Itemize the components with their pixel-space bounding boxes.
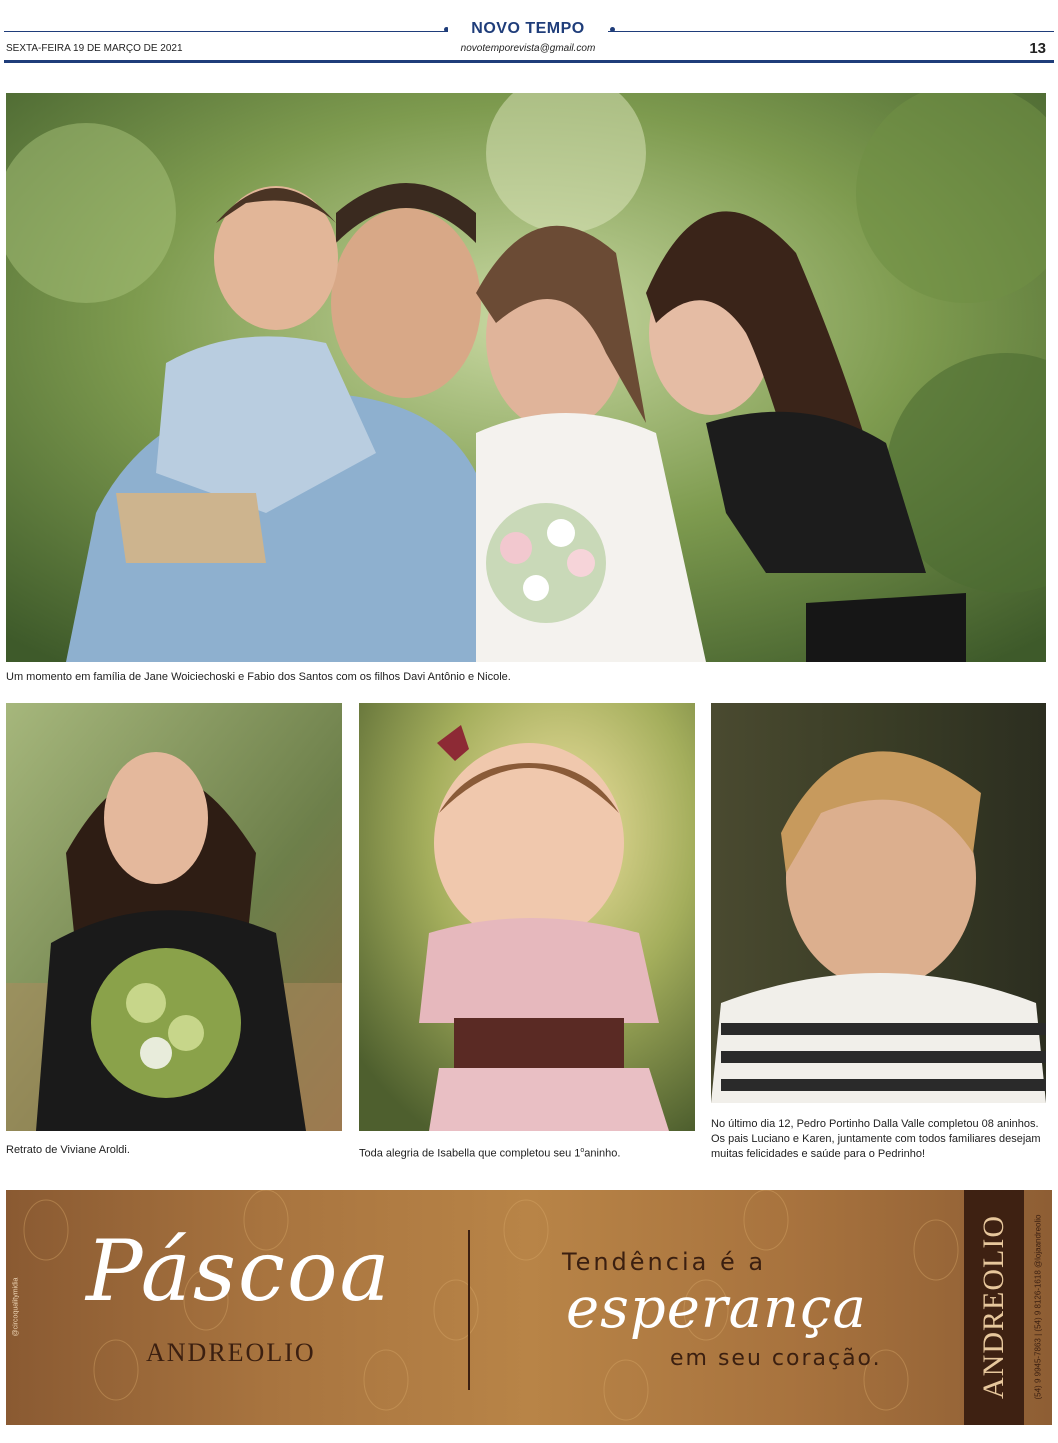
ad-tagline-top: Tendência é a: [562, 1248, 767, 1276]
pedro-photo: [711, 703, 1046, 1103]
ordinal-superscript: o: [580, 1147, 585, 1154]
pedro-photo-caption: No último dia 12, Pedro Portinho Dalla Valle completou 08 aninhos. Os pais Luciano e Karen, juntamente com todos familiares desejam muitas felicidades e saúde para o Pedrinho!: [711, 1118, 1041, 1160]
sidebar-brand: [964, 1190, 1024, 1425]
newspaper-title: NOVO TEMPO: [448, 20, 608, 38]
sidebar-brand-text: ANDREOLIO: [977, 1215, 1010, 1399]
page-number: 13: [1029, 40, 1046, 57]
ad-divider: [468, 1230, 470, 1390]
ad-tagline-script: esperança: [566, 1276, 867, 1341]
family-photo: [6, 93, 1046, 662]
andreolio-wordmark: ANDREOLIO: [146, 1338, 316, 1367]
isabella-photo: [359, 703, 695, 1131]
isabella-photo-caption: [359, 1143, 695, 1162]
masthead: [0, 0, 1058, 70]
viviane-photo: [6, 703, 342, 1131]
agency-credit: @circoqualitymidia: [12, 1277, 20, 1337]
easter-advertisement: [6, 1190, 1052, 1425]
isabella-caption-text: Toda alegria de Isabella que completou seu 1: [359, 1147, 581, 1160]
contact-email: novotemporevista@gmail.com: [460, 43, 596, 54]
pascoa-script: Páscoa: [86, 1222, 392, 1320]
header-double-rule: [4, 60, 1054, 63]
family-photo-caption: Um momento em família de Jane Woiciechoski e Fabio dos Santos com os filhos Davi Antônio e Nicole.: [6, 671, 511, 683]
ad-contact-info: (54) 9 9945-7863 | (54) 9 8126-1618 @lojaandreolio: [1033, 1214, 1043, 1400]
viviane-photo-caption: Retrato de Viviane Aroldi.: [6, 1144, 130, 1156]
header-dot: [610, 27, 615, 32]
ad-tagline-bottom: em seu coração.: [670, 1346, 882, 1371]
issue-date: SEXTA-FEIRA 19 DE MARÇO DE 2021: [6, 43, 183, 54]
isabella-caption-end: aninho.: [584, 1147, 621, 1160]
